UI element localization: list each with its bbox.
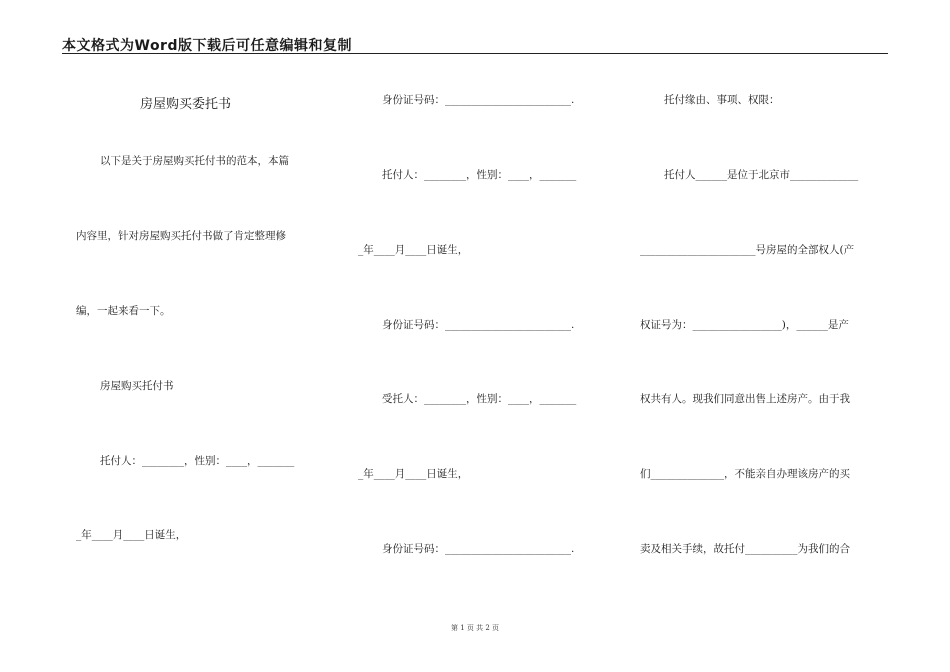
col2-line-5: 受托人：________，性别：____，_______ <box>382 393 577 405</box>
col3-line-3: ______________________号房屋的全部权人(产 <box>640 244 855 256</box>
col3-line-5: 权共有人。现我们同意出售上述房产。由于我 <box>640 393 850 405</box>
col2-line-1: 身份证号码：________________________. <box>382 94 575 106</box>
header-title: 本文格式为Word版下载后可任意编辑和复制 <box>62 38 352 54</box>
col3-line-1: 托付缘由、事项、权限： <box>664 94 780 106</box>
document-title: 房屋购买委托书 <box>140 97 232 112</box>
col1-line-3: 编，一起来看一下。 <box>76 305 171 317</box>
page-footer: 第 1 页 共 2 页 <box>450 624 500 632</box>
col1-line-4: 房屋购买托付书 <box>100 380 174 392</box>
col2-line-6: _年____月____日诞生， <box>358 468 469 480</box>
col2-line-3: _年____月____日诞生， <box>358 244 469 256</box>
col3-line-2: 托付人______是位于北京市_____________ <box>664 169 859 181</box>
col3-line-6: 们______________，不能亲自办理该房产的买 <box>640 468 850 480</box>
col1-line-1: 以下是关于房屋购买托付书的范本，本篇 <box>100 155 289 167</box>
col2-line-2: 托付人：________，性别：____，_______ <box>382 169 577 181</box>
col2-line-4: 身份证号码：________________________. <box>382 319 575 331</box>
col1-line-2: 内容里，针对房屋购买托付书做了肯定整理修 <box>76 230 286 242</box>
col3-line-4: 权证号为：_________________)，______是产 <box>640 319 849 331</box>
col1-line-5: 托付人：________，性别：____，_______ <box>100 455 295 467</box>
col2-line-7: 身份证号码：________________________. <box>382 543 575 555</box>
col3-line-7: 卖及相关手续，故托付__________为我们的合 <box>640 543 850 555</box>
header-rule <box>62 53 888 54</box>
col1-line-6: _年____月____日诞生， <box>76 529 187 541</box>
